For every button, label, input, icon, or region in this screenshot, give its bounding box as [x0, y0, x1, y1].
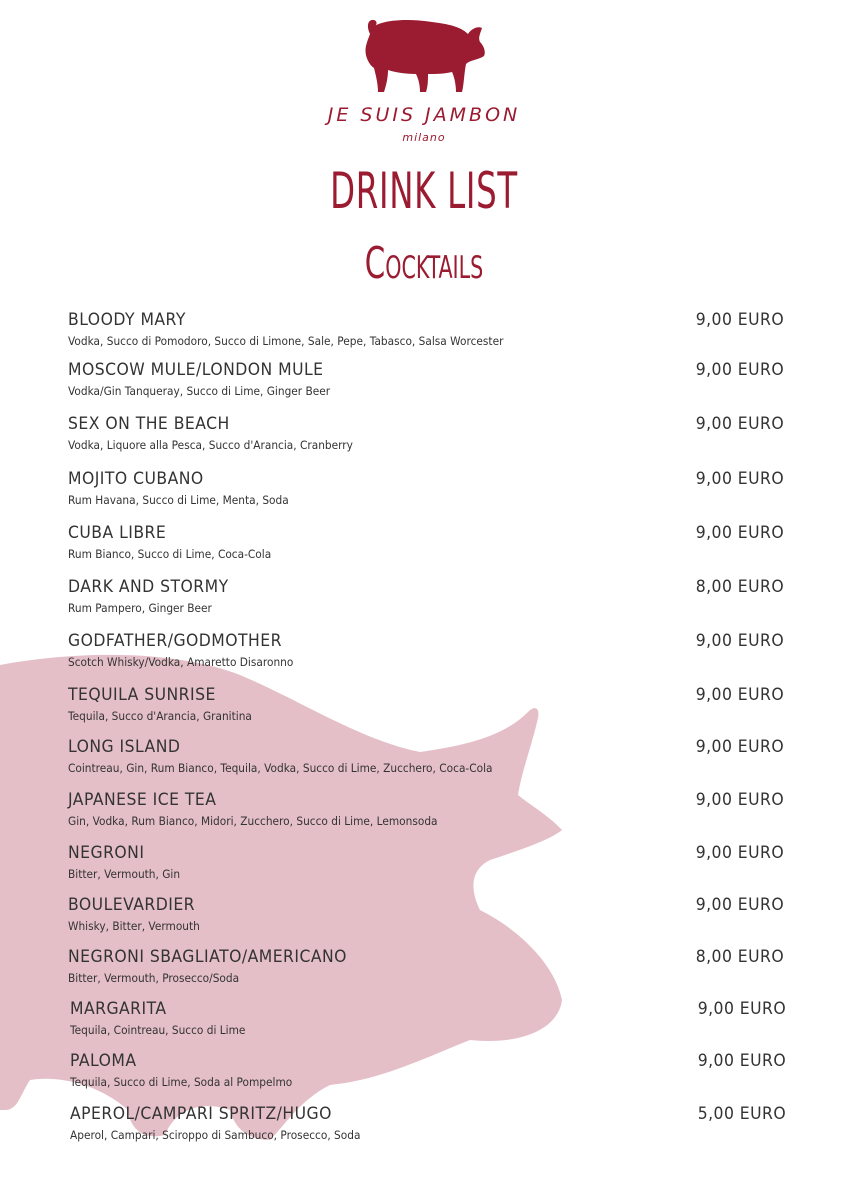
- drink-name: TEQUILA SUNRISE: [68, 685, 216, 705]
- drink-price: 9,00 EURO: [695, 843, 784, 863]
- drink-price: 9,00 EURO: [695, 895, 784, 915]
- drink-ingredients: Aperol, Campari, Sciroppo di Sambuco, Prosecco, Soda: [70, 1128, 361, 1142]
- drink-ingredients: Tequila, Succo di Lime, Soda al Pompelmo: [70, 1075, 293, 1089]
- drink-ingredients: Rum Bianco, Succo di Lime, Coca-Cola: [68, 547, 272, 561]
- drink-price: 9,00 EURO: [697, 1051, 786, 1071]
- drink-name: NEGRONI SBAGLIATO/AMERICANO: [68, 947, 347, 967]
- drink-price: 9,00 EURO: [695, 414, 784, 434]
- drink-name: JAPANESE ICE TEA: [68, 790, 217, 810]
- section-title: Cocktails: [364, 238, 484, 289]
- drink-name: NEGRONI: [68, 843, 145, 863]
- drink-ingredients: Vodka, Liquore alla Pesca, Succo d'Arancia, Cranberry: [68, 438, 353, 452]
- drink-name: PALOMA: [70, 1051, 137, 1071]
- drink-ingredients: Tequila, Cointreau, Succo di Lime: [70, 1023, 246, 1037]
- drink-ingredients: Bitter, Vermouth, Gin: [68, 867, 181, 881]
- drink-ingredients: Gin, Vodka, Rum Bianco, Midori, Zucchero, Succo di Lime, Lemonsoda: [68, 814, 438, 828]
- drink-ingredients: Vodka/Gin Tanqueray, Succo di Lime, Ginger Beer: [68, 384, 331, 398]
- drink-name: DARK AND STORMY: [68, 577, 229, 597]
- drink-name: MOJITO CUBANO: [68, 469, 204, 489]
- drink-price: 9,00 EURO: [695, 469, 784, 489]
- brand-name: JE SUIS JAMBON: [327, 104, 521, 126]
- drink-price: 9,00 EURO: [695, 523, 784, 543]
- page-title: DRINK LIST: [330, 162, 518, 220]
- drink-name: APEROL/CAMPARI SPRITZ/HUGO: [70, 1104, 332, 1124]
- drink-ingredients: Rum Pampero, Ginger Beer: [68, 601, 212, 615]
- drink-price: 9,00 EURO: [695, 685, 784, 705]
- drink-price: 9,00 EURO: [695, 631, 784, 651]
- drink-price: 9,00 EURO: [695, 790, 784, 810]
- drink-name: MOSCOW MULE/LONDON MULE: [68, 360, 324, 380]
- drink-ingredients: Vodka, Succo di Pomodoro, Succo di Limone, Sale, Pepe, Tabasco, Salsa Worcester: [68, 334, 504, 348]
- drink-ingredients: Tequila, Succo d'Arancia, Granitina: [68, 709, 252, 723]
- drink-name: BLOODY MARY: [68, 310, 186, 330]
- drink-price: 5,00 EURO: [697, 1104, 786, 1124]
- drink-price: 9,00 EURO: [695, 360, 784, 380]
- drink-name: BOULEVARDIER: [68, 895, 196, 915]
- brand-city: milano: [402, 131, 446, 144]
- drink-price: 9,00 EURO: [695, 310, 784, 330]
- drink-name: SEX ON THE BEACH: [68, 414, 230, 434]
- drink-ingredients: Rum Havana, Succo di Lime, Menta, Soda: [68, 493, 289, 507]
- drink-ingredients: Scotch Whisky/Vodka, Amaretto Disaronno: [68, 655, 294, 669]
- drink-price: 8,00 EURO: [695, 577, 784, 597]
- drink-ingredients: Whisky, Bitter, Vermouth: [68, 919, 200, 933]
- drink-price: 9,00 EURO: [697, 999, 786, 1019]
- drink-ingredients: Bitter, Vermouth, Prosecco/Soda: [68, 971, 240, 985]
- drink-name: MARGARITA: [70, 999, 167, 1019]
- drink-price: 9,00 EURO: [695, 737, 784, 757]
- drink-ingredients: Cointreau, Gin, Rum Bianco, Tequila, Vodka, Succo di Lime, Zucchero, Coca-Cola: [68, 761, 493, 775]
- drink-name: LONG ISLAND: [68, 737, 181, 757]
- drink-name: GODFATHER/GODMOTHER: [68, 631, 282, 651]
- drink-price: 8,00 EURO: [695, 947, 784, 967]
- drink-name: CUBA LIBRE: [68, 523, 167, 543]
